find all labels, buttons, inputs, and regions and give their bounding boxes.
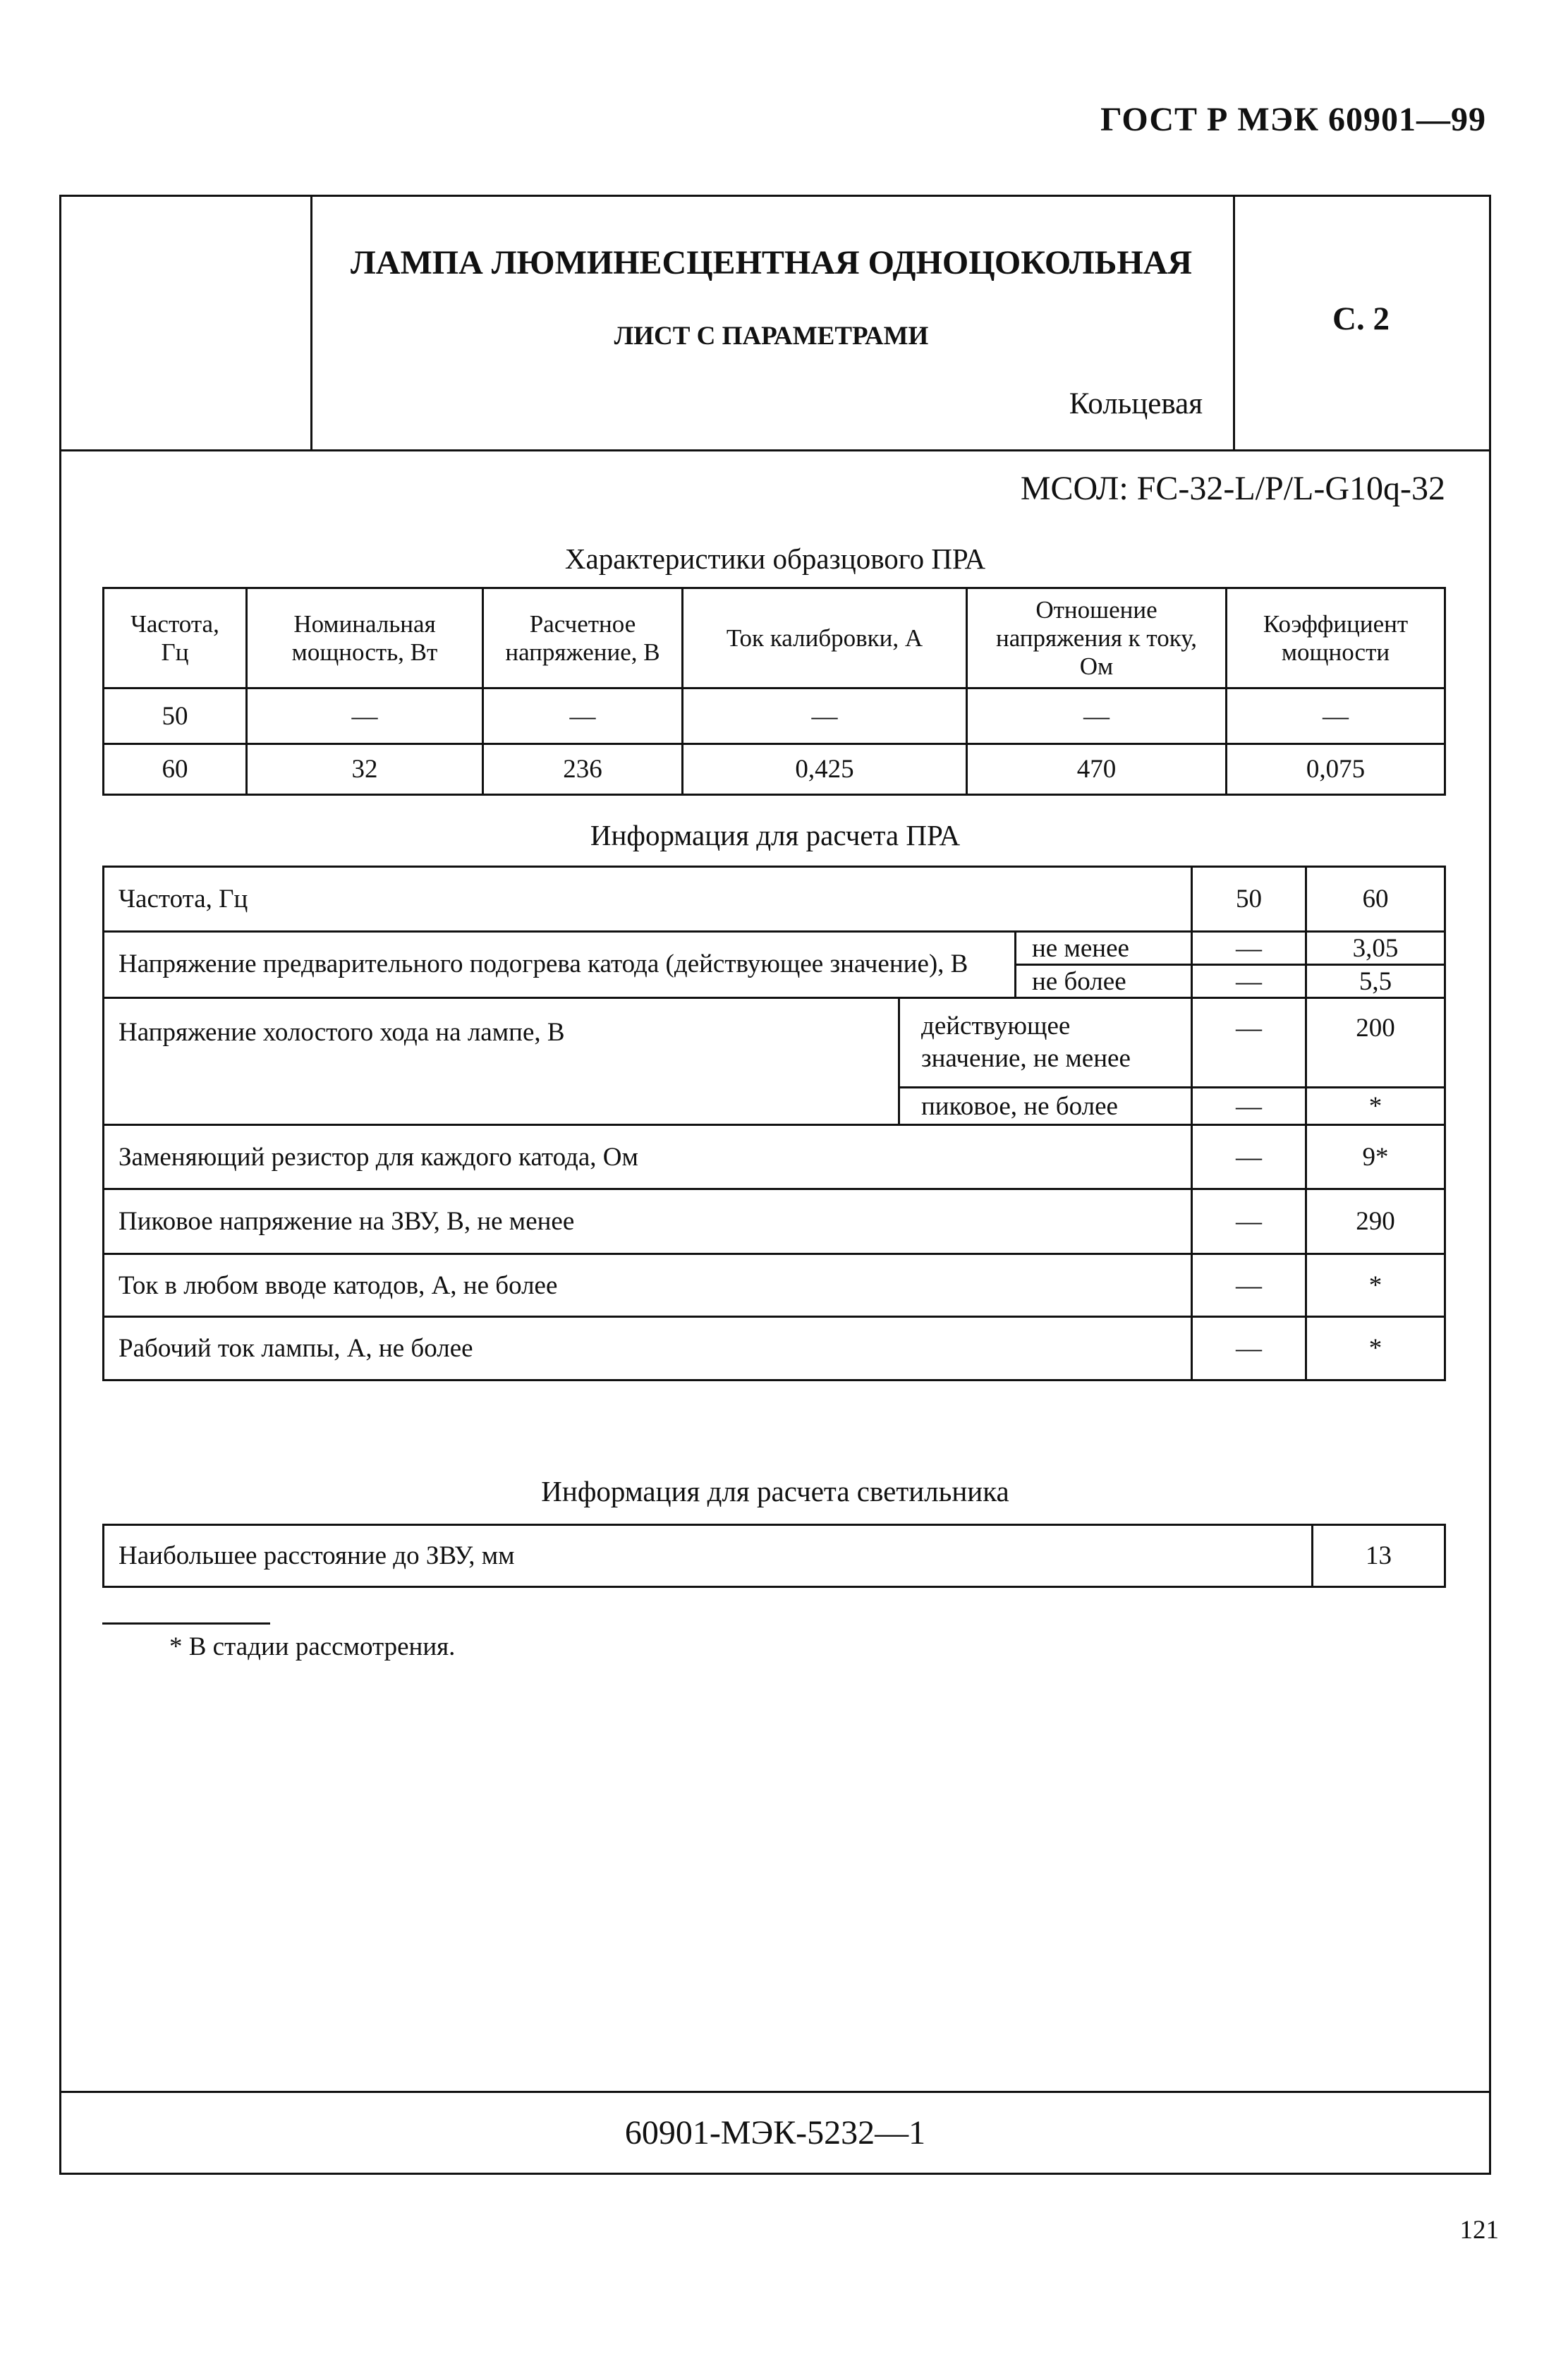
ballast-design-table bbox=[102, 866, 1446, 1381]
table-cell: — bbox=[1192, 1088, 1306, 1125]
sheet-page-label: С. 2 bbox=[1332, 301, 1390, 337]
table-cell: 0,425 bbox=[683, 744, 967, 795]
row-label: Рабочий ток лампы, А, не более bbox=[104, 1317, 1192, 1380]
table-cell: 9* bbox=[1306, 1125, 1445, 1189]
table-cell: — bbox=[483, 688, 683, 744]
table-cell: 5,5 bbox=[1306, 965, 1445, 998]
row-label: Пиковое напряжение на ЗВУ, В, не менее bbox=[104, 1189, 1192, 1254]
table-cell: 0,075 bbox=[1227, 744, 1445, 795]
document-header: ГОСТ Р МЭК 60901—99 bbox=[1100, 101, 1486, 138]
sheet-title: ЛАМПА ЛЮМИНЕСЦЕНТНАЯ ОДНОЦОКОЛЬНАЯ bbox=[351, 244, 1192, 281]
sheet-code: 60901-МЭК-5232—1 bbox=[624, 2114, 926, 2152]
table-row bbox=[104, 688, 1445, 744]
open-circuit-rms-row bbox=[104, 998, 1445, 1088]
preheat-max-label: не более bbox=[1016, 965, 1192, 998]
header-divider bbox=[61, 449, 1489, 451]
table-cell: — bbox=[1192, 1317, 1306, 1380]
header-cell: Коэффициент мощности bbox=[1227, 588, 1445, 688]
table-cell: — bbox=[1192, 965, 1306, 998]
open-circuit-label: Напряжение холостого хода на лампе, В bbox=[104, 998, 899, 1125]
header-cell: Ток калибровки, А bbox=[683, 588, 967, 688]
footer-divider bbox=[61, 2091, 1489, 2093]
luminaire-design-table bbox=[102, 1524, 1446, 1588]
open-circuit-peak-label: пиковое, не более bbox=[899, 1088, 1192, 1125]
table-cell: 290 bbox=[1306, 1189, 1445, 1254]
preheat-min-label: не менее bbox=[1016, 932, 1192, 965]
table-cell: 236 bbox=[483, 744, 683, 795]
table-cell: 13 bbox=[1313, 1525, 1445, 1587]
table-header-row bbox=[104, 588, 1445, 688]
reference-ballast-title: Характеристики образцового ПРА bbox=[564, 542, 986, 575]
freq-50-cell: 50 bbox=[1192, 867, 1306, 932]
header-cell: Частота, Гц bbox=[104, 588, 247, 688]
table-cell: — bbox=[1192, 1189, 1306, 1254]
preheat-min-row bbox=[104, 932, 1445, 965]
table-row bbox=[104, 1189, 1445, 1254]
table-cell: — bbox=[1192, 1125, 1306, 1189]
row-label: Наибольшее расстояние до ЗВУ, мм bbox=[104, 1525, 1313, 1587]
table-cell: — bbox=[247, 688, 483, 744]
table-row bbox=[104, 1525, 1445, 1587]
table-cell: — bbox=[967, 688, 1227, 744]
table-cell: — bbox=[1192, 998, 1306, 1088]
row-label: Ток в любом вводе катодов, А, не более bbox=[104, 1254, 1192, 1317]
footnote-rule bbox=[102, 1622, 270, 1625]
table-row bbox=[104, 744, 1445, 795]
freq-60-cell: 60 bbox=[1306, 867, 1445, 932]
table-cell: * bbox=[1306, 1317, 1445, 1380]
table-cell: 3,05 bbox=[1306, 932, 1445, 965]
open-circuit-rms-label: действующее значение, не менее bbox=[899, 998, 1192, 1088]
table-row bbox=[104, 1125, 1445, 1189]
sheet-subtitle: ЛИСТ С ПАРАМЕТРАМИ bbox=[614, 322, 929, 351]
preheat-label: Напряжение предварительного подогрева катода (действующее значение), В bbox=[104, 932, 1016, 998]
header-cell: Расчетное напряжение, В bbox=[483, 588, 683, 688]
table-cell: — bbox=[683, 688, 967, 744]
table-cell: — bbox=[1192, 932, 1306, 965]
table-cell: 50 bbox=[104, 688, 247, 744]
table-row bbox=[104, 1317, 1445, 1380]
table-cell: 32 bbox=[247, 744, 483, 795]
table-cell: * bbox=[1306, 1254, 1445, 1317]
frequency-row bbox=[104, 867, 1445, 932]
lamp-shape: Кольцевая bbox=[1069, 387, 1203, 420]
header-cell: Отношение напряжения к току, Ом bbox=[967, 588, 1227, 688]
lamp-designation: МСОЛ: FC-32-L/P/L-G10q-32 bbox=[1020, 470, 1445, 507]
table-cell: * bbox=[1306, 1088, 1445, 1125]
header-cell: Номинальная мощность, Вт bbox=[247, 588, 483, 688]
table-cell: 200 bbox=[1306, 998, 1445, 1088]
row-label: Заменяющий резистор для каждого катода, Ом bbox=[104, 1125, 1192, 1189]
ballast-design-title: Информация для расчета ПРА bbox=[590, 819, 961, 851]
footnote: * В стадии рассмотрения. bbox=[169, 1632, 456, 1661]
frequency-label: Частота, Гц bbox=[104, 867, 1192, 932]
table-cell: — bbox=[1192, 1254, 1306, 1317]
page-number: 121 bbox=[1459, 2216, 1499, 2245]
luminaire-design-title: Информация для расчета светильника bbox=[541, 1475, 1009, 1507]
table-cell: 470 bbox=[967, 744, 1227, 795]
table-cell: 60 bbox=[104, 744, 247, 795]
reference-ballast-table bbox=[102, 587, 1446, 796]
table-row bbox=[104, 1254, 1445, 1317]
table-cell: — bbox=[1227, 688, 1445, 744]
